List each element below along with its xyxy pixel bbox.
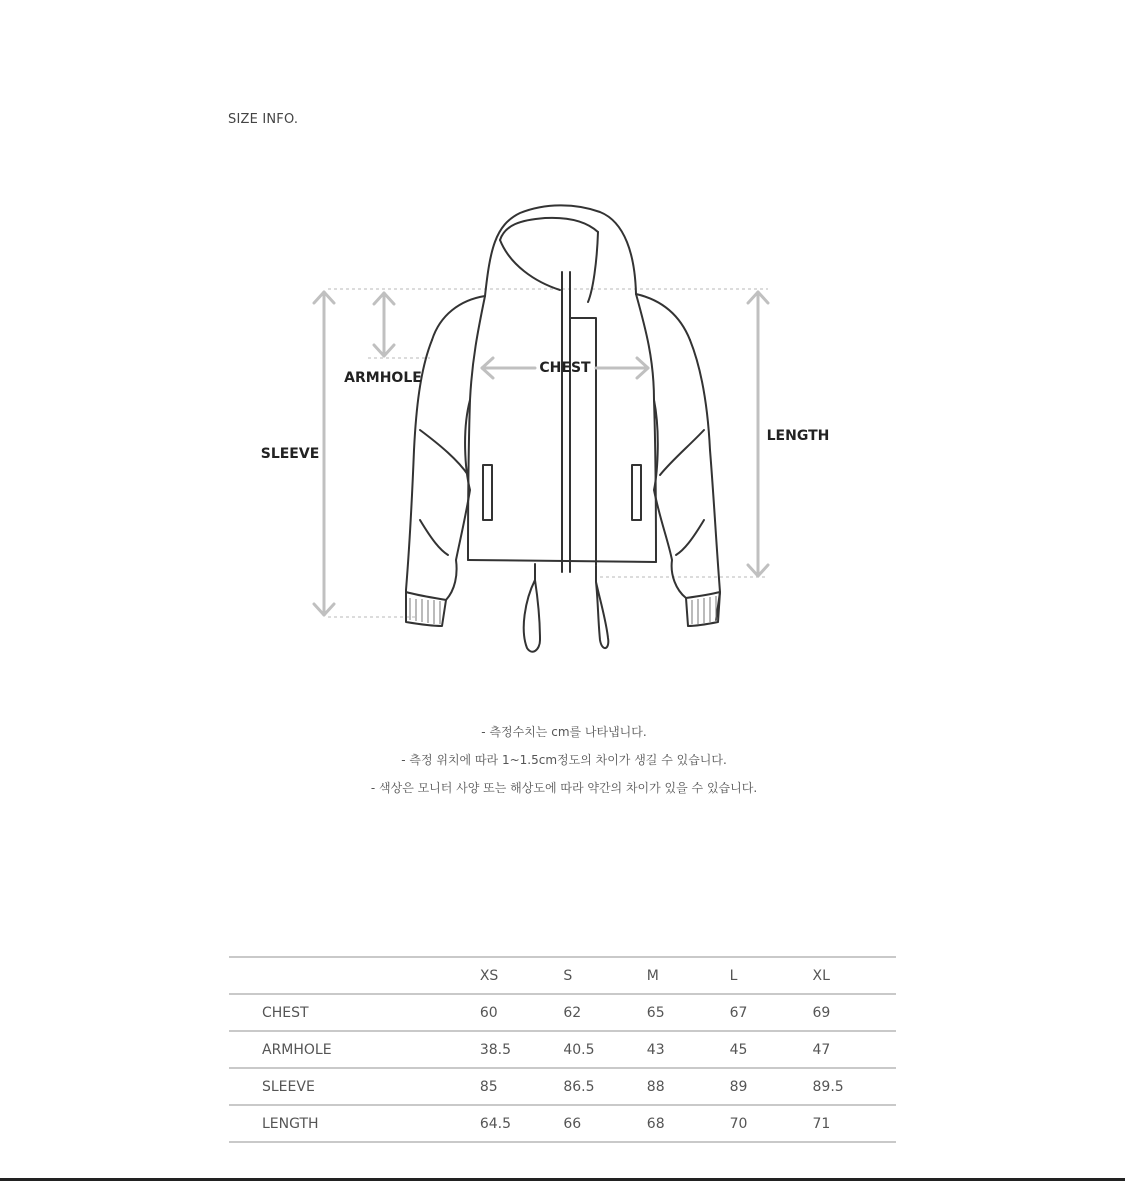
table-cell: 38.5	[479, 1041, 512, 1058]
sleeve-label: SLEEVE	[260, 446, 320, 462]
table-cell: 86.5	[563, 1078, 595, 1095]
table-header-cell: L	[729, 967, 738, 984]
table-cell: 89.5	[812, 1078, 844, 1095]
cuff-texture	[410, 596, 716, 624]
size-table	[229, 956, 896, 1143]
table-header-cell	[229, 957, 480, 994]
table-row	[229, 1105, 896, 1142]
bottom-divider	[0, 1178, 1125, 1181]
table-cell: 62	[563, 1004, 582, 1021]
page-title: SIZE INFO.	[228, 112, 299, 127]
table-cell: 70	[729, 1115, 748, 1132]
table-cell: 66	[563, 1115, 582, 1132]
table-cell: 45	[729, 1041, 748, 1058]
table-cell: 47	[812, 1041, 831, 1058]
chest-label: CHEST	[539, 360, 591, 376]
table-cell: 71	[812, 1115, 831, 1132]
table-cell: 85	[479, 1078, 498, 1095]
row-label: ARMHOLE	[262, 1041, 332, 1058]
armhole-label: ARMHOLE	[344, 370, 422, 386]
table-cell: 64.5	[479, 1115, 512, 1132]
measurement-notes	[0, 718, 1125, 802]
row-label: CHEST	[262, 1004, 309, 1021]
note-line: - 측정 위치에 따라 1~1.5cm정도의 차이가 생길 수 있습니다.	[401, 753, 727, 767]
table-row	[229, 1068, 896, 1105]
table-cell: 40.5	[563, 1041, 595, 1058]
row-label: LENGTH	[262, 1115, 319, 1132]
guide-lines	[328, 289, 768, 617]
table-row	[229, 994, 896, 1031]
note-line: - 측정수치는 cm를 나타냅니다.	[481, 725, 647, 739]
table-header-cell: S	[563, 967, 573, 984]
table-header-cell: M	[646, 967, 659, 984]
table-header-cell: XL	[812, 967, 830, 984]
note-line: - 색상은 모니터 사양 또는 해상도에 따라 약간의 차이가 있을 수 있습니다.	[370, 781, 758, 795]
table-header-cell: XS	[479, 967, 499, 984]
length-label: LENGTH	[766, 428, 830, 444]
table-header-row	[229, 957, 896, 994]
table-cell: 69	[812, 1004, 831, 1021]
table-cell: 67	[729, 1004, 748, 1021]
table-cell: 60	[479, 1004, 498, 1021]
table-cell: 89	[729, 1078, 748, 1095]
jacket-icon	[406, 205, 720, 651]
table-cell: 88	[646, 1078, 665, 1095]
table-cell: 65	[646, 1004, 665, 1021]
measurement-arrows	[314, 292, 768, 615]
table-cell: 68	[646, 1115, 665, 1132]
table-row	[229, 1031, 896, 1068]
row-label: SLEEVE	[262, 1078, 315, 1095]
table-cell: 43	[646, 1041, 665, 1058]
